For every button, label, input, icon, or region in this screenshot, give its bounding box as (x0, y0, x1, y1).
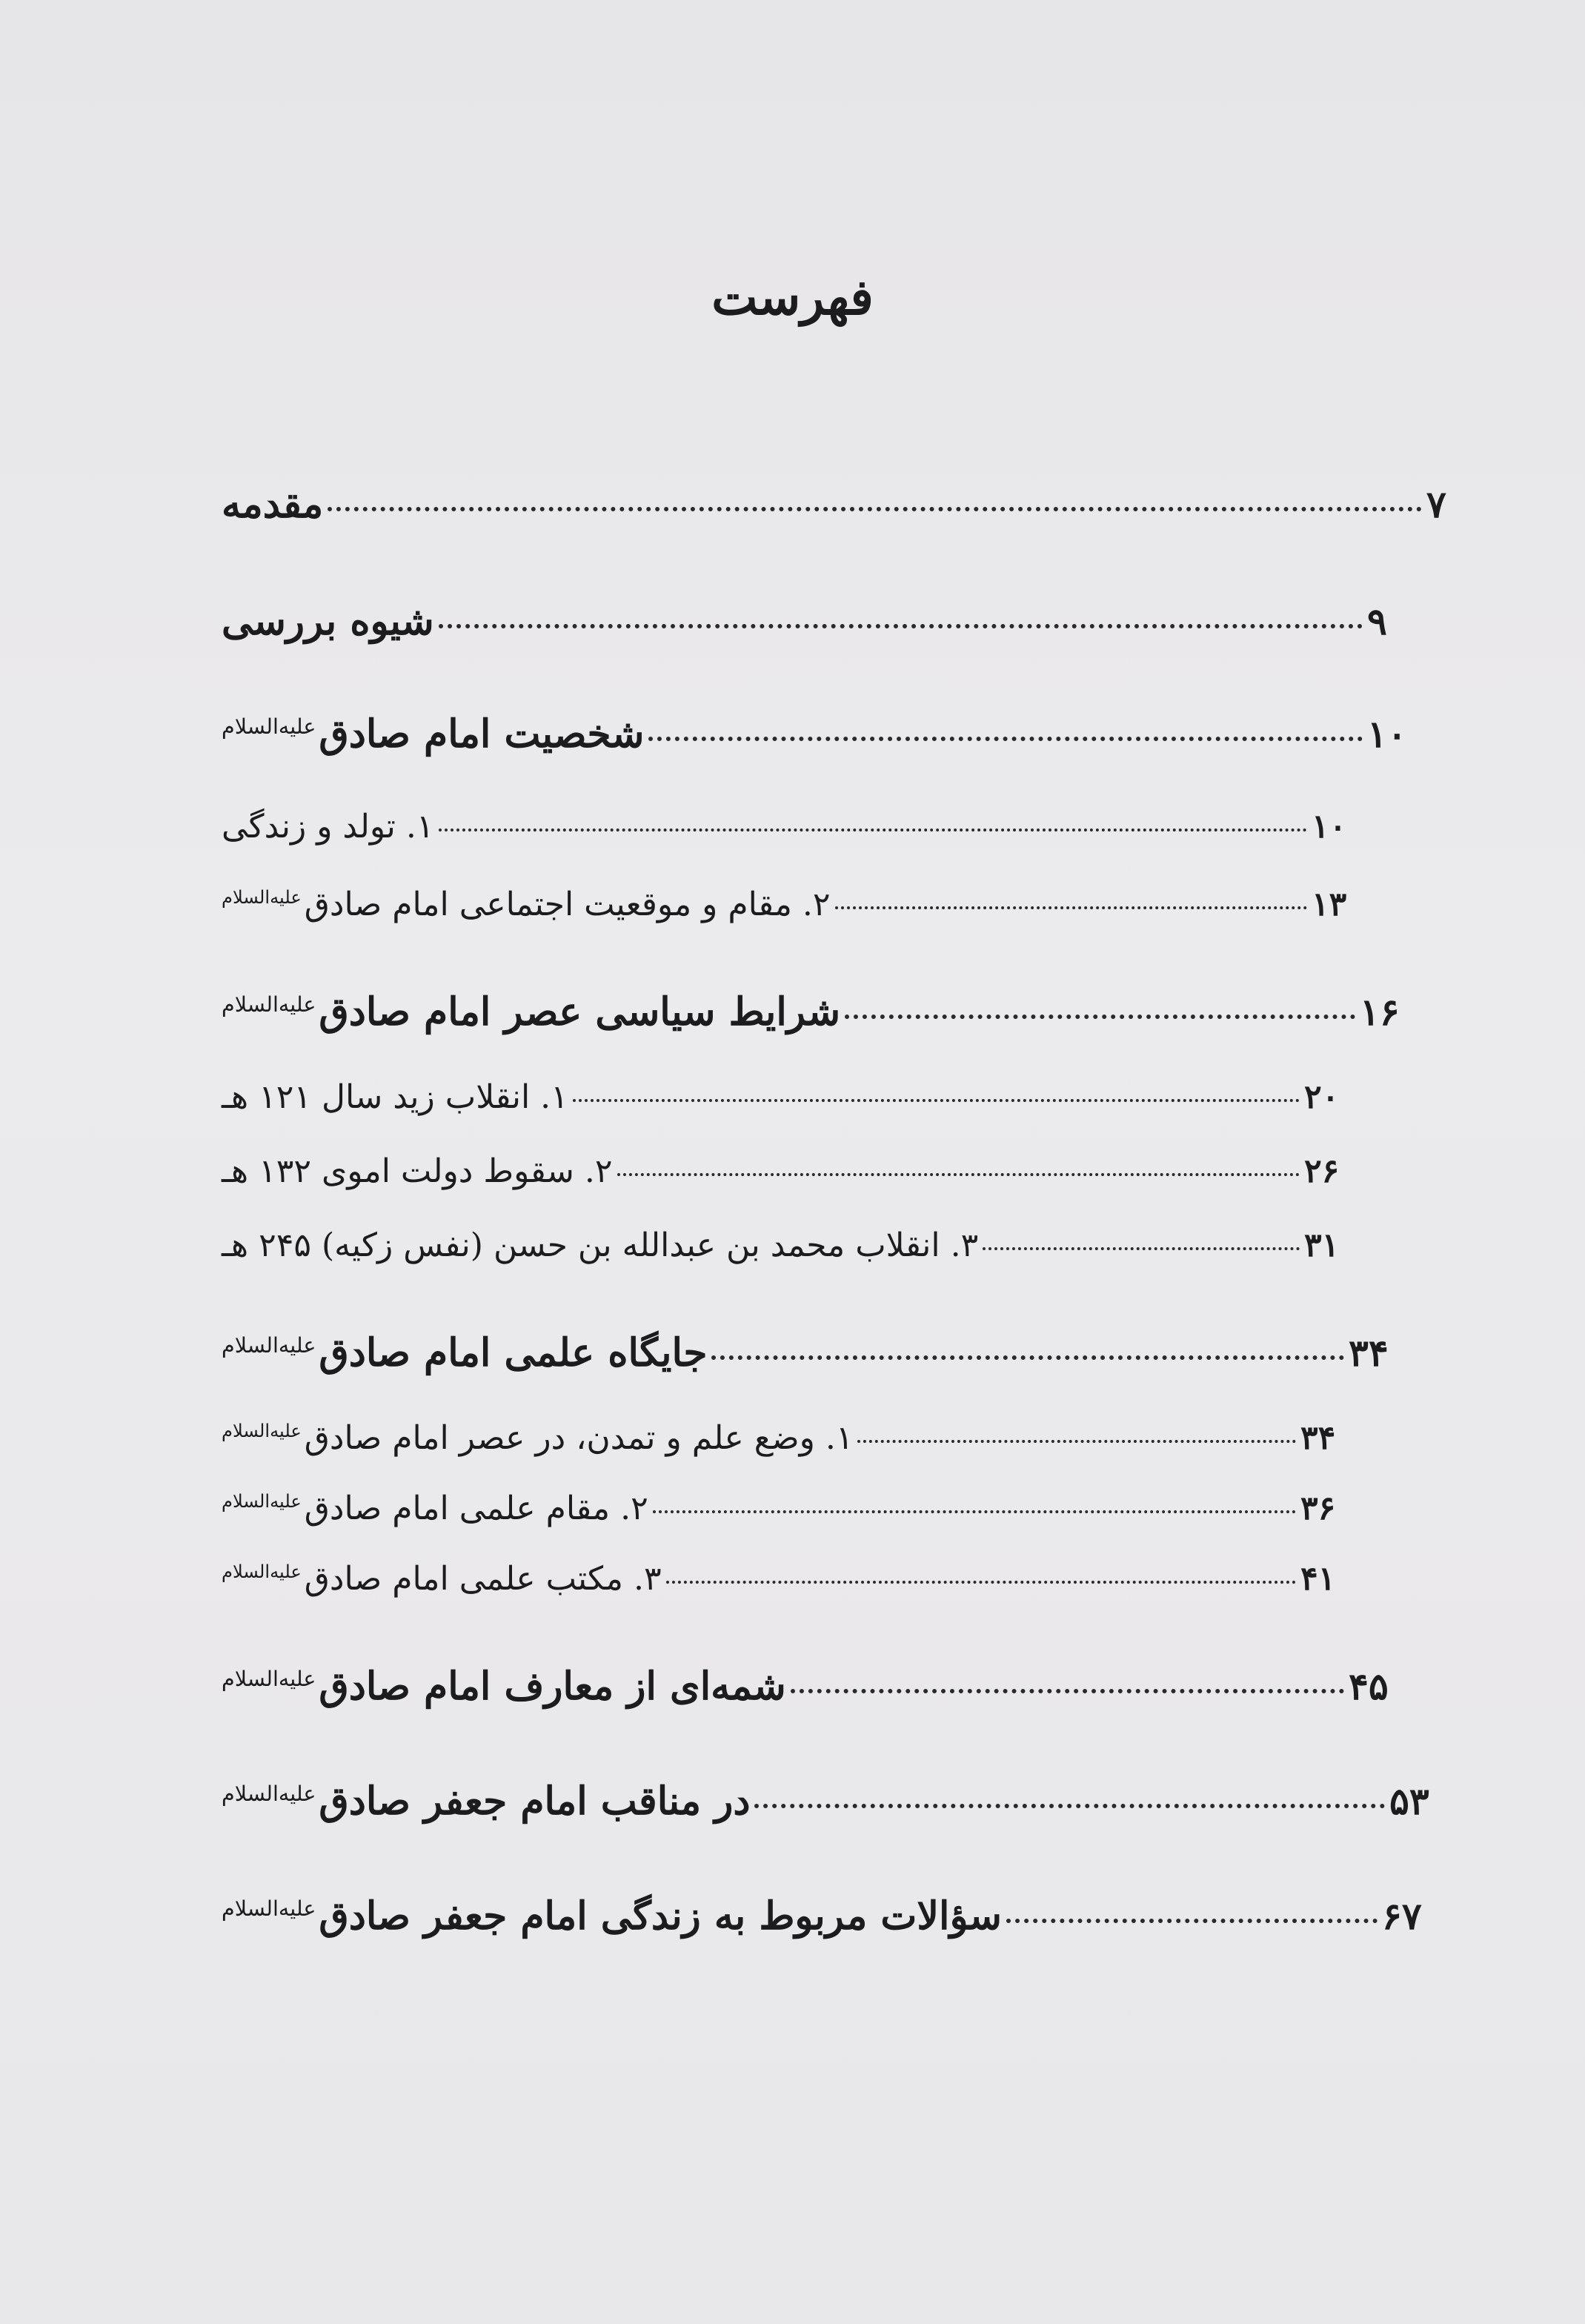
toc-entry-text: شرایط سیاسی عصر امام صادق (319, 989, 841, 1035)
toc-entry (211, 599, 1419, 658)
honorific-mark: علیه‌السلام (222, 713, 316, 739)
dot-leader (439, 829, 1307, 831)
toc-entry (211, 989, 1412, 1049)
dot-leader (857, 1440, 1296, 1443)
honorific-mark: علیه‌السلام (222, 1332, 316, 1358)
dot-leader (1006, 1919, 1378, 1923)
toc-entry-text: ۱. وضع علم و تمدن، در عصر امام صادق (304, 1419, 854, 1457)
honorific-mark: علیه‌السلام (222, 1895, 316, 1921)
toc-entry-label (211, 886, 831, 923)
dot-leader (573, 1099, 1300, 1102)
toc-subentry (211, 886, 1363, 945)
toc-page-number: ۲۰ (1304, 1078, 1340, 1116)
toc-entry-label (211, 1779, 750, 1824)
toc-page-number: ۲۶ (1304, 1152, 1340, 1190)
toc-page-number: ۱۰ (1367, 712, 1407, 756)
dot-leader (439, 624, 1363, 628)
toc-entry-label: ۳. انقلاب محمد بن عبدالله بن حسن (نفس زکیه) ۲۴۵ هـ (222, 1226, 979, 1264)
dot-leader (711, 1355, 1344, 1360)
toc-entry-label: ۱. تولد و زندگی (222, 808, 434, 846)
honorific-mark: علیه‌السلام (222, 991, 316, 1017)
dot-leader (648, 737, 1363, 741)
toc-subentry (211, 1226, 1356, 1286)
dot-leader (845, 1015, 1355, 1019)
dot-leader (653, 1510, 1296, 1513)
toc-entry-label (211, 1490, 648, 1527)
toc-subentry (211, 808, 1363, 867)
toc-page-number: ۹ (1367, 600, 1387, 643)
toc-page-number: ۶۷ (1382, 1894, 1422, 1938)
toc-entry-text: شمه‌ای از معارف امام صادق (319, 1664, 786, 1709)
toc-subentry (211, 1078, 1356, 1138)
toc-entry-label (211, 1664, 786, 1709)
toc-entry (211, 482, 1478, 541)
dot-leader (328, 507, 1422, 511)
toc-entry-text: سؤالات مربوط به زندگی امام جعفر صادق (319, 1893, 1002, 1939)
toc-entry (211, 1893, 1434, 1953)
toc-entry-text: جایگاه علمی امام صادق (319, 1330, 708, 1375)
toc-entry (211, 1664, 1400, 1723)
toc-subentry (211, 1419, 1352, 1478)
toc-page-number: ۴۵ (1349, 1664, 1389, 1708)
dot-leader (835, 906, 1307, 909)
toc-entry-label (211, 1893, 1002, 1939)
dot-leader (983, 1247, 1300, 1250)
toc-entry-text: ۳. مکتب علمی امام صادق (304, 1560, 662, 1598)
toc-subentry (211, 1560, 1352, 1619)
page-title: فهرست (711, 268, 874, 326)
toc-entry-label (211, 1560, 662, 1598)
honorific-mark: علیه‌السلام (222, 1780, 316, 1806)
dot-leader (666, 1581, 1296, 1584)
toc-page-number: ۷ (1426, 482, 1446, 526)
toc-entry-text: در مناقب امام جعفر صادق (319, 1779, 751, 1824)
toc-page-number: ۱۳ (1312, 886, 1347, 923)
toc-entry-text: ۲. مقام و موقعیت اجتماعی امام صادق (304, 886, 831, 923)
toc-entry-label (211, 711, 644, 757)
toc-entry (211, 1330, 1400, 1390)
toc-entry-label (211, 989, 840, 1035)
toc-entry (211, 711, 1419, 771)
toc-page-number: ۱۰ (1312, 808, 1347, 846)
toc-subentry (211, 1152, 1356, 1212)
toc-entry-label (211, 1419, 853, 1457)
toc-entry-label: مقدمه (222, 482, 324, 527)
toc-entry-label: ۱. انقلاب زید سال ۱۲۱ هـ (222, 1078, 568, 1116)
toc-page-number: ۳۶ (1300, 1490, 1336, 1527)
toc-page-number: ۳۴ (1300, 1419, 1336, 1457)
toc-entry (211, 1779, 1441, 1838)
toc-page-number: ۴۱ (1300, 1560, 1336, 1598)
toc-page-number: ۳۴ (1349, 1331, 1389, 1375)
toc-subentry (211, 1490, 1352, 1549)
honorific-mark: علیه‌السلام (222, 1421, 302, 1442)
honorific-mark: علیه‌السلام (222, 1561, 302, 1583)
dot-leader (754, 1804, 1385, 1808)
toc-page-number: ۳۱ (1304, 1226, 1340, 1264)
toc-entry-label (211, 1330, 707, 1375)
honorific-mark: علیه‌السلام (222, 1491, 302, 1513)
toc-entry-text: ۲. مقام علمی امام صادق (304, 1490, 648, 1527)
dot-leader (791, 1689, 1344, 1693)
toc-entry-text: شخصیت امام صادق (319, 711, 645, 757)
honorific-mark: علیه‌السلام (222, 1665, 316, 1691)
toc-entry-label: شیوه بررسی (222, 599, 434, 644)
toc-entry-label: ۲. سقوط دولت اموی ۱۳۲ هـ (222, 1152, 613, 1190)
honorific-mark: علیه‌السلام (222, 887, 302, 909)
toc-page-number: ۱۶ (1360, 990, 1400, 1034)
dot-leader (617, 1173, 1300, 1176)
toc-page-number: ۵۳ (1389, 1779, 1429, 1823)
